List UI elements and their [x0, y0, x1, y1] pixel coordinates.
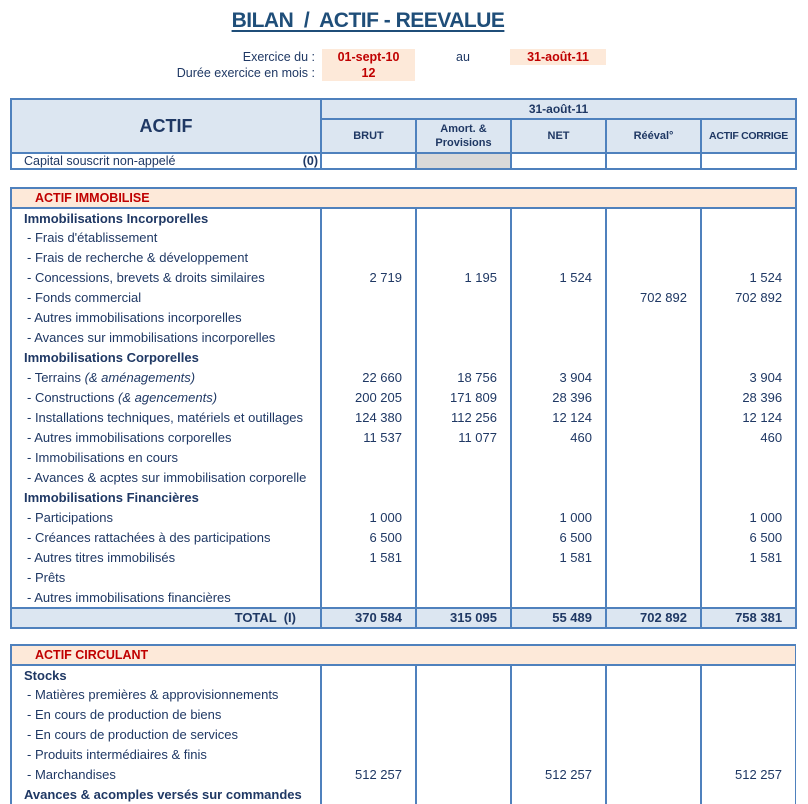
value-cell-reeval[interactable]	[606, 388, 701, 408]
row-label: - Prêts	[27, 570, 66, 585]
value-cell-brut[interactable]: 6 500	[321, 528, 416, 548]
value-cell-amort[interactable]	[416, 745, 511, 765]
row-label: - Produits intermédiaires & finis	[27, 747, 207, 762]
item-label-cell	[11, 745, 321, 765]
row-label: - Marchandises	[27, 767, 116, 782]
row-label: - Fonds commercial	[27, 290, 142, 305]
value-cell-corrige[interactable]: 512 257	[701, 765, 796, 785]
group-label-cell	[11, 665, 321, 685]
group-row	[11, 785, 796, 804]
value-cell-corrige[interactable]: 1 000	[701, 508, 796, 528]
value-cell-amort[interactable]: 11 077	[416, 428, 511, 448]
value-cell-amort[interactable]	[416, 508, 511, 528]
value-cell-reeval[interactable]	[606, 428, 701, 448]
value-cell-net[interactable]	[511, 328, 606, 348]
value-cell-brut[interactable]	[321, 248, 416, 268]
group-row	[11, 665, 796, 685]
value-cell-brut[interactable]	[321, 228, 416, 248]
item-row	[11, 228, 796, 248]
value-cell-net[interactable]	[511, 588, 606, 608]
item-row	[11, 528, 796, 548]
value-cell-reeval[interactable]	[606, 785, 701, 804]
value-cell-amort[interactable]	[416, 488, 511, 508]
item-label-cell	[11, 308, 321, 328]
value-cell-corrige[interactable]	[701, 248, 796, 268]
group-label-cell	[11, 208, 321, 228]
item-label-cell	[11, 725, 321, 745]
capital-cell-reeval[interactable]	[606, 153, 701, 169]
value-cell-net[interactable]: 12 124	[511, 408, 606, 428]
item-label-cell	[11, 328, 321, 348]
row-label: Immobilisations Financières	[24, 490, 199, 505]
item-label-cell	[11, 765, 321, 785]
value-cell-net[interactable]	[511, 208, 606, 228]
row-label: Stocks	[24, 667, 67, 683]
exercise-end-date-field[interactable]: 31-août-11	[510, 49, 606, 65]
value-cell-amort[interactable]	[416, 348, 511, 368]
value-cell-net[interactable]: 1 581	[511, 548, 606, 568]
total-amort[interactable]: 315 095	[416, 608, 511, 628]
value-cell-amort[interactable]	[416, 448, 511, 468]
value-cell-amort[interactable]: 112 256	[416, 408, 511, 428]
value-cell-brut[interactable]: 200 205	[321, 388, 416, 408]
value-cell-brut[interactable]: 1 000	[321, 508, 416, 528]
item-label-cell	[11, 248, 321, 268]
value-cell-corrige[interactable]	[701, 308, 796, 328]
value-cell-corrige[interactable]: 6 500	[701, 528, 796, 548]
item-label-cell	[11, 705, 321, 725]
value-cell-brut[interactable]	[321, 705, 416, 725]
item-row	[11, 268, 796, 288]
item-row	[11, 568, 796, 588]
value-cell-corrige[interactable]	[701, 468, 796, 488]
value-cell-net[interactable]	[511, 785, 606, 804]
value-cell-net[interactable]	[511, 568, 606, 588]
value-cell-reeval[interactable]	[606, 328, 701, 348]
item-row	[11, 548, 796, 568]
row-label: - Autres immobilisations incorporelles	[27, 310, 242, 325]
item-label-cell	[11, 685, 321, 705]
value-cell-reeval[interactable]	[606, 568, 701, 588]
actif-circulant-section	[10, 644, 796, 804]
value-cell-reeval[interactable]	[606, 448, 701, 468]
column-header-net: NET	[511, 119, 606, 153]
value-cell-reeval[interactable]	[606, 368, 701, 388]
group-label-cell	[11, 488, 321, 508]
group-label-cell	[11, 348, 321, 368]
item-row	[11, 685, 796, 705]
row-label: - Avances & acptes sur immobilisation corporelle	[27, 470, 307, 485]
capital-cell-brut[interactable]	[321, 153, 416, 169]
value-cell-brut[interactable]	[321, 328, 416, 348]
value-cell-net[interactable]: 1 524	[511, 268, 606, 288]
value-cell-amort[interactable]	[416, 468, 511, 488]
value-cell-brut[interactable]: 2 719	[321, 268, 416, 288]
value-cell-amort[interactable]	[416, 685, 511, 705]
row-label: - Concessions, brevets & droits similaires	[27, 270, 265, 285]
row-label: Immobilisations Corporelles	[24, 350, 199, 365]
value-cell-net[interactable]: 512 257	[511, 765, 606, 785]
value-cell-corrige[interactable]: 702 892	[701, 288, 796, 308]
value-cell-amort[interactable]	[416, 228, 511, 248]
value-cell-corrige[interactable]	[701, 725, 796, 745]
value-cell-corrige[interactable]	[701, 228, 796, 248]
value-cell-net[interactable]: 460	[511, 428, 606, 448]
value-cell-reeval[interactable]	[606, 685, 701, 705]
value-cell-net[interactable]	[511, 228, 606, 248]
item-row	[11, 308, 796, 328]
value-cell-amort[interactable]	[416, 288, 511, 308]
row-label: - Autres titres immobilisés	[27, 550, 176, 565]
item-label-cell	[11, 428, 321, 448]
value-cell-net[interactable]: 28 396	[511, 388, 606, 408]
row-label: - Matières premières & approvisionnements	[27, 687, 279, 702]
value-cell-amort[interactable]: 171 809	[416, 388, 511, 408]
item-row	[11, 328, 796, 348]
column-header-reeval: Rééval°	[606, 119, 701, 153]
capital-cell-corrige[interactable]	[701, 153, 796, 169]
value-cell-amort[interactable]: 18 756	[416, 368, 511, 388]
value-cell-reeval[interactable]	[606, 665, 701, 685]
actif-immobilise-footer	[11, 608, 796, 628]
value-cell-amort[interactable]	[416, 528, 511, 548]
column-header-brut: BRUT	[321, 119, 416, 153]
value-cell-net[interactable]	[511, 348, 606, 368]
column-header-amort: Amort. & Provisions	[416, 119, 511, 153]
exercise-duration-field[interactable]: 12	[322, 65, 415, 81]
value-cell-net[interactable]	[511, 448, 606, 468]
value-cell-corrige[interactable]: 1 524	[701, 268, 796, 288]
value-cell-amort[interactable]	[416, 248, 511, 268]
value-cell-corrige[interactable]: 3 904	[701, 368, 796, 388]
exercise-start-date-field[interactable]: 01-sept-10	[322, 49, 415, 65]
item-row	[11, 705, 796, 725]
value-cell-amort[interactable]	[416, 548, 511, 568]
actif-immobilise-section	[10, 187, 796, 629]
value-cell-corrige[interactable]	[701, 665, 796, 685]
item-label-cell	[11, 448, 321, 468]
value-cell-corrige[interactable]	[701, 785, 796, 804]
total-reeval[interactable]: 702 892	[606, 608, 701, 628]
value-cell-reeval[interactable]	[606, 468, 701, 488]
item-label-cell	[11, 368, 321, 388]
item-row	[11, 408, 796, 428]
value-cell-brut[interactable]	[321, 685, 416, 705]
row-label: - En cours de production de biens	[27, 707, 222, 722]
actif-heading: ACTIF	[11, 99, 321, 153]
row-label: - Installations techniques, matériels et outillages	[27, 410, 304, 425]
value-cell-corrige[interactable]	[701, 488, 796, 508]
item-row	[11, 248, 796, 268]
value-cell-corrige[interactable]: 1 581	[701, 548, 796, 568]
row-label: - Créances rattachées à des participations	[27, 530, 271, 545]
value-cell-amort[interactable]	[416, 588, 511, 608]
item-label-cell	[11, 548, 321, 568]
value-cell-brut[interactable]	[321, 468, 416, 488]
value-cell-amort[interactable]	[416, 208, 511, 228]
capital-label-cell	[11, 153, 321, 169]
value-cell-brut[interactable]	[321, 665, 416, 685]
value-cell-net[interactable]	[511, 685, 606, 705]
value-cell-net[interactable]: 3 904	[511, 368, 606, 388]
capital-cell-net[interactable]	[511, 153, 606, 169]
value-cell-corrige[interactable]: 12 124	[701, 408, 796, 428]
section-title-actif-circulant: ACTIF CIRCULANT	[11, 645, 796, 665]
value-cell-amort[interactable]	[416, 308, 511, 328]
row-label: Avances & acomples versés sur commandes	[24, 786, 302, 802]
value-cell-corrige[interactable]	[701, 745, 796, 765]
row-label: - Frais d'établissement	[27, 230, 158, 245]
capital-cell-amort	[416, 153, 511, 169]
item-label-cell	[11, 528, 321, 548]
value-cell-reeval[interactable]	[606, 208, 701, 228]
row-label: - Autres immobilisations financières	[27, 589, 231, 605]
value-cell-reeval[interactable]	[606, 488, 701, 508]
value-cell-brut[interactable]: 124 380	[321, 408, 416, 428]
value-cell-brut[interactable]: 11 537	[321, 428, 416, 448]
item-label-cell	[11, 408, 321, 428]
column-header-table	[10, 98, 797, 170]
value-cell-brut[interactable]	[321, 288, 416, 308]
exercise-from-label: Exercice du :	[242, 50, 315, 64]
value-cell-net[interactable]: 6 500	[511, 528, 606, 548]
group-row	[11, 348, 796, 368]
row-label: - Constructions	[27, 390, 119, 405]
total-brut[interactable]: 370 584	[321, 608, 416, 628]
item-label-cell	[11, 468, 321, 488]
row-label: - Avances sur immobilisations incorporelles	[27, 330, 276, 345]
value-cell-corrige[interactable]	[701, 568, 796, 588]
row-label-note: (& aménagements)	[84, 370, 196, 385]
item-label-cell	[11, 568, 321, 588]
value-cell-amort[interactable]	[416, 665, 511, 685]
value-cell-amort[interactable]	[416, 785, 511, 804]
item-label-cell	[11, 388, 321, 408]
item-label-cell	[11, 268, 321, 288]
value-cell-reeval[interactable]	[606, 765, 701, 785]
value-cell-reeval[interactable]	[606, 408, 701, 428]
value-cell-brut[interactable]	[321, 448, 416, 468]
value-cell-corrige[interactable]	[701, 588, 796, 608]
value-cell-reeval[interactable]	[606, 725, 701, 745]
value-cell-net[interactable]	[511, 725, 606, 745]
item-row	[11, 388, 796, 408]
row-label: - Autres immobilisations corporelles	[27, 430, 232, 445]
row-label: - Participations	[27, 510, 113, 525]
value-cell-reeval[interactable]	[606, 348, 701, 368]
value-cell-net[interactable]	[511, 288, 606, 308]
value-cell-net[interactable]	[511, 488, 606, 508]
total-label: TOTAL (I)	[11, 608, 321, 628]
item-row	[11, 508, 796, 528]
value-cell-reeval[interactable]	[606, 548, 701, 568]
value-cell-reeval[interactable]	[606, 508, 701, 528]
row-label: Immobilisations Incorporelles	[24, 210, 209, 226]
value-cell-reeval[interactable]: 702 892	[606, 288, 701, 308]
group-label-cell	[11, 785, 321, 804]
value-cell-corrige[interactable]	[701, 208, 796, 228]
group-row	[11, 488, 796, 508]
value-cell-corrige[interactable]: 28 396	[701, 388, 796, 408]
value-cell-corrige[interactable]	[701, 448, 796, 468]
value-cell-corrige[interactable]	[701, 705, 796, 725]
value-cell-brut[interactable]	[321, 488, 416, 508]
value-cell-net[interactable]	[511, 248, 606, 268]
section-title-actif-immobilise: ACTIF IMMOBILISE	[11, 188, 796, 208]
row-label: - Terrains	[27, 370, 85, 385]
column-header-corrige: ACTIF CORRIGE	[701, 119, 796, 153]
item-row	[11, 428, 796, 448]
section-header-row	[11, 645, 796, 665]
item-label-cell	[11, 288, 321, 308]
value-cell-brut[interactable]: 512 257	[321, 765, 416, 785]
actif-immobilise-rows	[11, 188, 796, 608]
row-label-note: (& agencements)	[118, 390, 218, 405]
value-cell-reeval[interactable]	[606, 228, 701, 248]
value-cell-brut[interactable]	[321, 785, 416, 804]
value-cell-brut[interactable]	[321, 588, 416, 608]
row-label: - Frais de recherche & développement	[27, 250, 249, 265]
value-cell-reeval[interactable]	[606, 528, 701, 548]
actif-circulant-table	[10, 644, 796, 804]
value-cell-net[interactable]: 1 000	[511, 508, 606, 528]
actif-circulant-rows	[11, 645, 796, 804]
capital-label: Capital souscrit non-appelé	[24, 154, 176, 168]
value-cell-amort[interactable]	[416, 328, 511, 348]
value-cell-brut[interactable]	[321, 348, 416, 368]
capital-row	[11, 153, 796, 169]
actif-immobilise-table	[10, 187, 797, 629]
value-cell-reeval[interactable]	[606, 308, 701, 328]
value-cell-brut[interactable]: 1 581	[321, 548, 416, 568]
value-cell-reeval[interactable]	[606, 248, 701, 268]
value-cell-reeval[interactable]	[606, 705, 701, 725]
row-label: - Immobilisations en cours	[27, 450, 178, 465]
value-cell-reeval[interactable]	[606, 588, 701, 608]
value-cell-amort[interactable]	[416, 765, 511, 785]
capital-value: (0)	[302, 154, 318, 168]
value-cell-net[interactable]	[511, 705, 606, 725]
item-row	[11, 765, 796, 785]
item-row	[11, 468, 796, 488]
value-cell-amort[interactable]	[416, 725, 511, 745]
value-cell-brut[interactable]	[321, 208, 416, 228]
value-cell-net[interactable]	[511, 665, 606, 685]
item-row	[11, 588, 796, 608]
value-cell-corrige[interactable]	[701, 348, 796, 368]
exercise-duration-label: Durée exercice en mois :	[176, 66, 315, 80]
item-label-cell	[11, 228, 321, 248]
row-label: - En cours de production de services	[27, 727, 238, 742]
item-row	[11, 725, 796, 745]
exercise-to-label: au	[456, 50, 470, 64]
value-cell-brut[interactable]: 22 660	[321, 368, 416, 388]
value-cell-brut[interactable]	[321, 308, 416, 328]
value-cell-amort[interactable]: 1 195	[416, 268, 511, 288]
value-cell-corrige[interactable]	[701, 328, 796, 348]
item-row	[11, 448, 796, 468]
item-row	[11, 368, 796, 388]
value-cell-amort[interactable]	[416, 705, 511, 725]
total-row	[11, 608, 796, 628]
value-cell-brut[interactable]	[321, 745, 416, 765]
group-row	[11, 208, 796, 228]
value-cell-brut[interactable]	[321, 568, 416, 588]
value-cell-reeval[interactable]	[606, 268, 701, 288]
value-cell-amort[interactable]	[416, 568, 511, 588]
value-cell-brut[interactable]	[321, 725, 416, 745]
value-cell-net[interactable]	[511, 308, 606, 328]
item-label-cell	[11, 508, 321, 528]
value-cell-reeval[interactable]	[606, 745, 701, 765]
value-cell-corrige[interactable]: 460	[701, 428, 796, 448]
value-cell-net[interactable]	[511, 745, 606, 765]
section-header-row	[11, 188, 796, 208]
total-corrige[interactable]: 758 381	[701, 608, 796, 628]
value-cell-corrige[interactable]	[701, 685, 796, 705]
balance-date-heading: 31-août-11	[321, 99, 796, 119]
item-row	[11, 745, 796, 765]
item-row	[11, 288, 796, 308]
item-label-cell	[11, 588, 321, 608]
header-row-date	[11, 99, 796, 119]
page-title: BILAN / ACTIF - REEVALUE	[231, 9, 505, 32]
total-net[interactable]: 55 489	[511, 608, 606, 628]
value-cell-net[interactable]	[511, 468, 606, 488]
